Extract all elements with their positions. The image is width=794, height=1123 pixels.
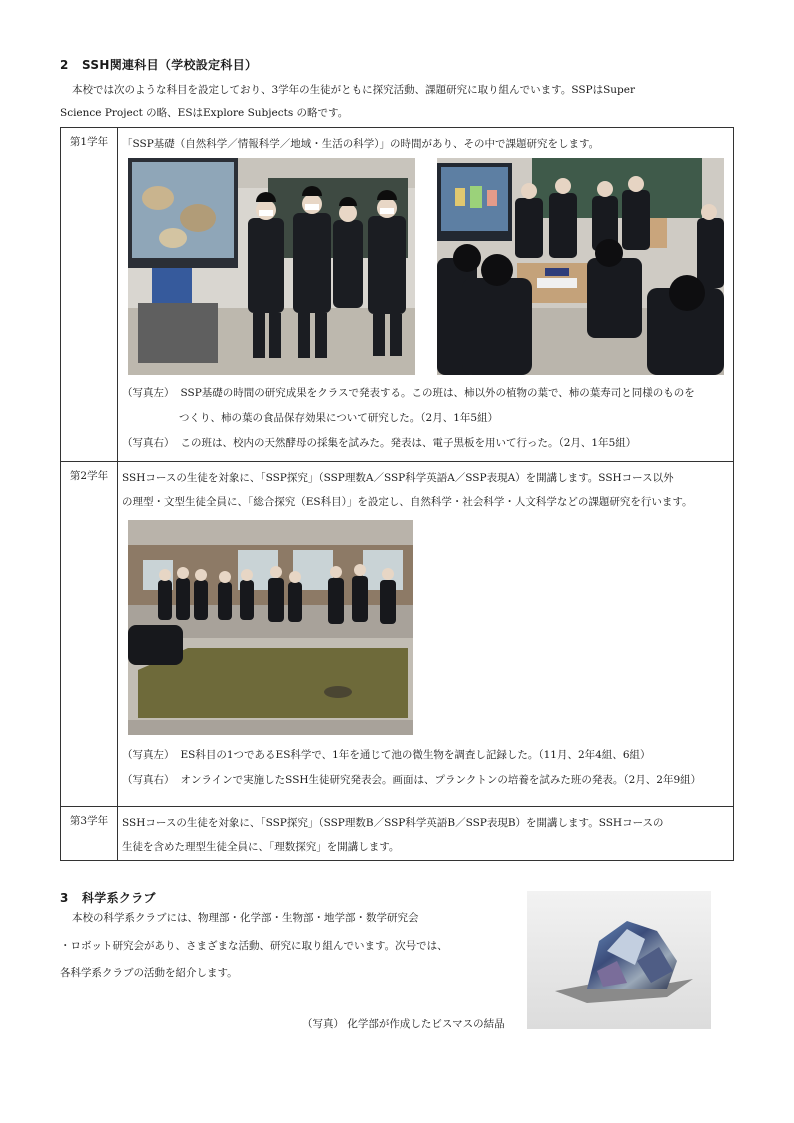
grade-3-content [118, 807, 734, 861]
grade-1-text: 「SSP基礎（自然科学／情報科学／地域・生活の科学）」の時間があり、その中で課題研究をします。 [122, 138, 600, 150]
photo-classroom-right [437, 158, 724, 375]
caption-right-text: この班は、校内の天然酵母の採集を試みた。発表は、電子黒板を用いて行った。（2月、1年5組） [180, 437, 637, 449]
grade-2-text-2: の理型・文型生徒全員に、「総合探究（ES科目）」を設定し、自然科学・社会科学・人文科学などの課題研究を行います。 [122, 496, 693, 508]
grade-1-caption-left-cont [122, 408, 498, 428]
section-number: 2 [60, 58, 69, 72]
grade-1-caption-right [122, 433, 636, 453]
photo-bismuth-crystal [527, 891, 711, 1029]
grade-1-label: 第1学年 [61, 128, 118, 462]
photo-pond [128, 520, 413, 735]
caption-right-key: （写真右） [122, 774, 175, 786]
section-number: 3 [60, 891, 69, 905]
club-line-1: 本校の科学系クラブには、物理部・化学部・生物部・地学部・数学研究会 [72, 912, 419, 924]
caption-left-key: （写真左） [122, 387, 175, 399]
grade-3-text-1: SSHコースの生徒を対象に、「SSP探究」（SSP理数B／SSP科学英語B／SSP表現B）を開講します。SSHコースの [122, 817, 664, 829]
caption-left-key: （写真左） [122, 749, 175, 761]
caption-right-text: オンラインで実施したSSH生徒研究発表会。画面は、プランクトンの培養を試みた班の発表。（2月、2年9組） [180, 774, 702, 786]
grade-2-caption-right [122, 770, 701, 790]
grade-3-label: 第3学年 [61, 807, 118, 861]
grade-2-caption-left [122, 745, 651, 765]
club-line-3: 各科学系クラブの活動を紹介します。 [60, 967, 238, 979]
section-title: 科学系クラブ [82, 891, 156, 905]
caption-left-text-2: つくり、柿の葉の食品保存効果について研究した。（2月、1年5組） [179, 412, 499, 424]
club-line-2: ・ロボット研究会があり、さまざまな活動、研究に取り組んでいます。次号では、 [60, 940, 448, 952]
intro-line-2: Science Project の略、ESはExplore Subjects の略です。 [60, 107, 349, 119]
caption-left-text: ES科目の1つであるES科学で、1年を通じて池の微生物を調査し記録した。（11月、2年4組、6組） [180, 749, 651, 761]
subjects-table [60, 127, 734, 861]
grade-2-label: 第2学年 [61, 462, 118, 807]
caption-left-text-1: SSP基礎の時間の研究成果をクラスで発表する。この班は、柿以外の植物の葉で、柿の葉寿司と同様のものを [180, 387, 695, 399]
grade-1-caption-left [122, 383, 695, 403]
grade-1-content [118, 128, 734, 462]
caption-right-key: （写真右） [122, 437, 175, 449]
grade-3-text-2: 生徒を含めた理型生徒全員に、「理数探究」を開講します。 [122, 841, 400, 853]
photo-presentation-left [128, 158, 415, 375]
section-2-heading [60, 56, 257, 73]
section-title: SSH関連科目（学校設定科目） [82, 58, 258, 72]
intro-line-1: 本校では次のような科目を設定しており、3学年の生徒がともに探究活動、課題研究に取り組んでいます。SSPはSuper [72, 84, 636, 96]
bismuth-photo-caption: （写真） 化学部が作成したビスマスの結晶 [302, 1018, 505, 1030]
section-3-heading [60, 889, 156, 906]
grade-2-content [118, 462, 734, 807]
grade-2-text-1: SSHコースの生徒を対象に、「SSP探究」（SSP理数A／SSP科学英語A／SSP表現A）を開講します。SSHコース以外 [122, 472, 674, 484]
